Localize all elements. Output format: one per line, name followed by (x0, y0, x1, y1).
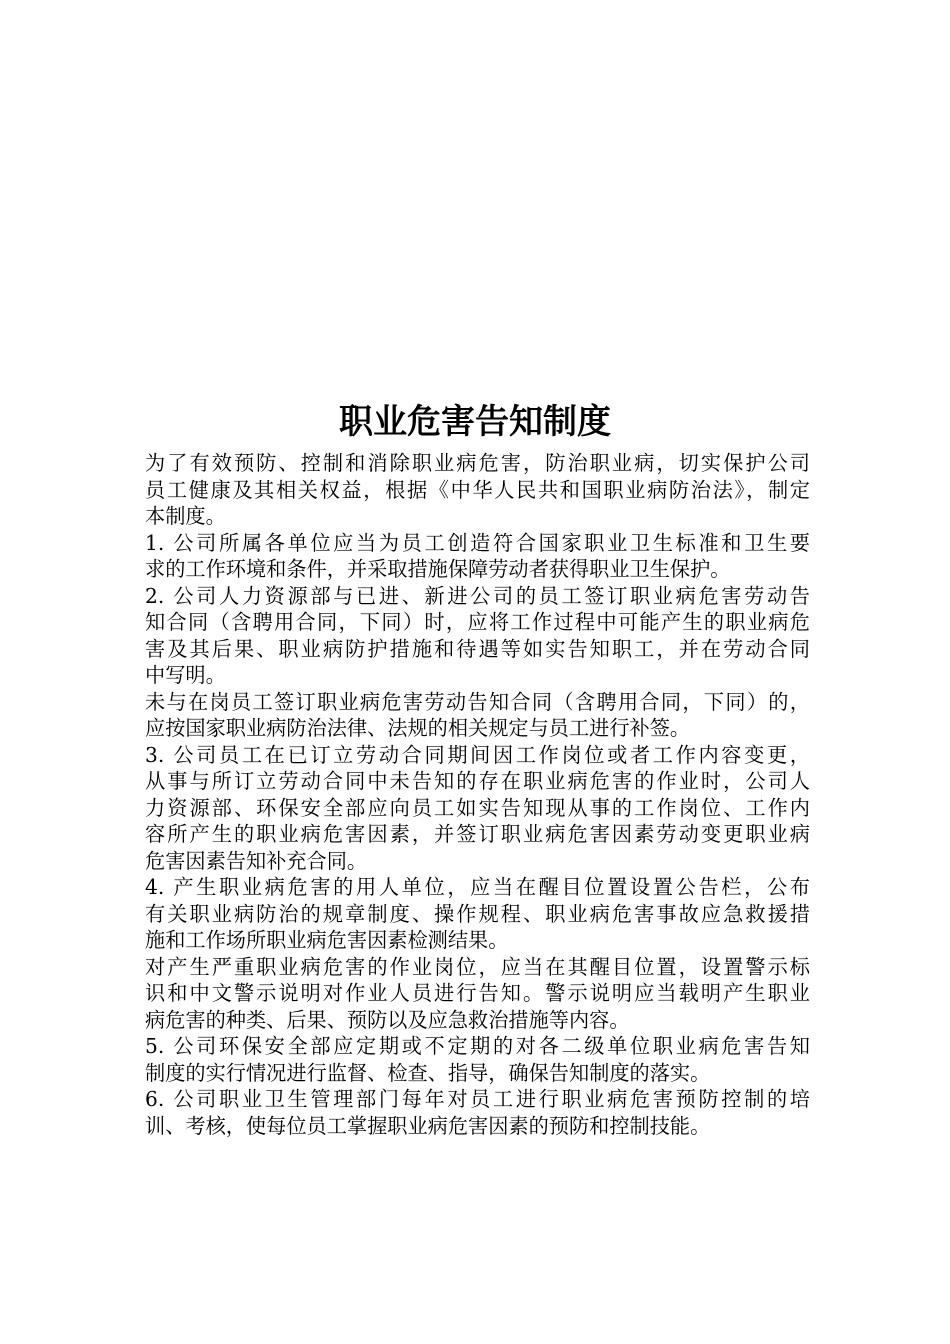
body-line: 害及其后果、职业病防护措施和待遇等如实告知职工，并在劳动合同 (145, 636, 810, 661)
body-line: 5. 公司环保安全部应定期或不定期的对各二级单位职业病危害告知 (145, 1034, 810, 1058)
body-line: 容所产生的职业病危害因素，并签订职业病危害因素劳动变更职业病 (145, 822, 810, 846)
body-line: 员工健康及其相关权益，根据《中华人民共和国职业病防治法》，制定 (145, 477, 810, 502)
body-line: 识和中文警示说明对作业人员进行告知。警示说明应当载明产生职业 (145, 981, 810, 1005)
body-line: 4. 产生职业病危害的用人单位，应当在醒目位置设置公告栏，公布 (145, 875, 810, 899)
document-body (145, 450, 810, 1139)
body-line: 力资源部、环保安全部应向员工如实告知现从事的工作岗位、工作内 (145, 795, 810, 820)
body-line: 制度的实行情况进行监督、检查、指导，确保告知制度的落实。 (145, 1060, 711, 1085)
body-line: 有关职业病防治的规章制度、操作规程、职业病危害事故应急救援措 (145, 901, 810, 926)
body-line: 6. 公司职业卫生管理部门每年对员工进行职业病危害预防控制的培 (145, 1087, 810, 1111)
body-line: 对产生严重职业病危害的作业岗位，应当在其醒目位置，设置警示标 (145, 954, 810, 979)
body-line: 3. 公司员工在已订立劳动合同期间因工作岗位或者工作内容变更， (145, 742, 810, 767)
body-line: 危害因素告知补充合同。 (145, 848, 368, 873)
body-line: 知合同（含聘用合同，下同）时，应将工作过程中可能产生的职业病危 (145, 610, 810, 634)
body-line: 施和工作场所职业病危害因素检测结果。 (145, 928, 509, 952)
body-line: 未与在岗员工签订职业病危害劳动告知合同（含聘用合同，下同）的， (145, 689, 810, 714)
body-line: 病危害的种类、后果、预防以及应急救治措施等内容。 (145, 1007, 630, 1032)
body-line: 从事与所订立劳动合同中未告知的存在职业病危害的作业时，公司人 (145, 769, 810, 793)
body-line: 应按国家职业病防治法律、法规的相关规定与员工进行补签。 (145, 716, 691, 740)
body-line: 2. 公司人力资源部与已进、新进公司的员工签订职业病危害劳动告 (145, 583, 810, 608)
body-line: 本制度。 (145, 504, 226, 528)
body-line: 求的工作环境和条件，并采取措施保障劳动者获得职业卫生保护。 (145, 557, 731, 581)
body-line: 为了有效预防、控制和消除职业病危害，防治职业病，切实保护公司 (145, 451, 810, 475)
body-line: 1. 公司所属各单位应当为员工创造符合国家职业卫生标准和卫生要 (145, 530, 810, 555)
body-line: 训、考核，使每位员工掌握职业病危害因素的预防和控制技能。 (145, 1113, 711, 1138)
document-title: 职业危害告知制度 (339, 402, 611, 442)
body-line: 中写明。 (145, 663, 226, 687)
